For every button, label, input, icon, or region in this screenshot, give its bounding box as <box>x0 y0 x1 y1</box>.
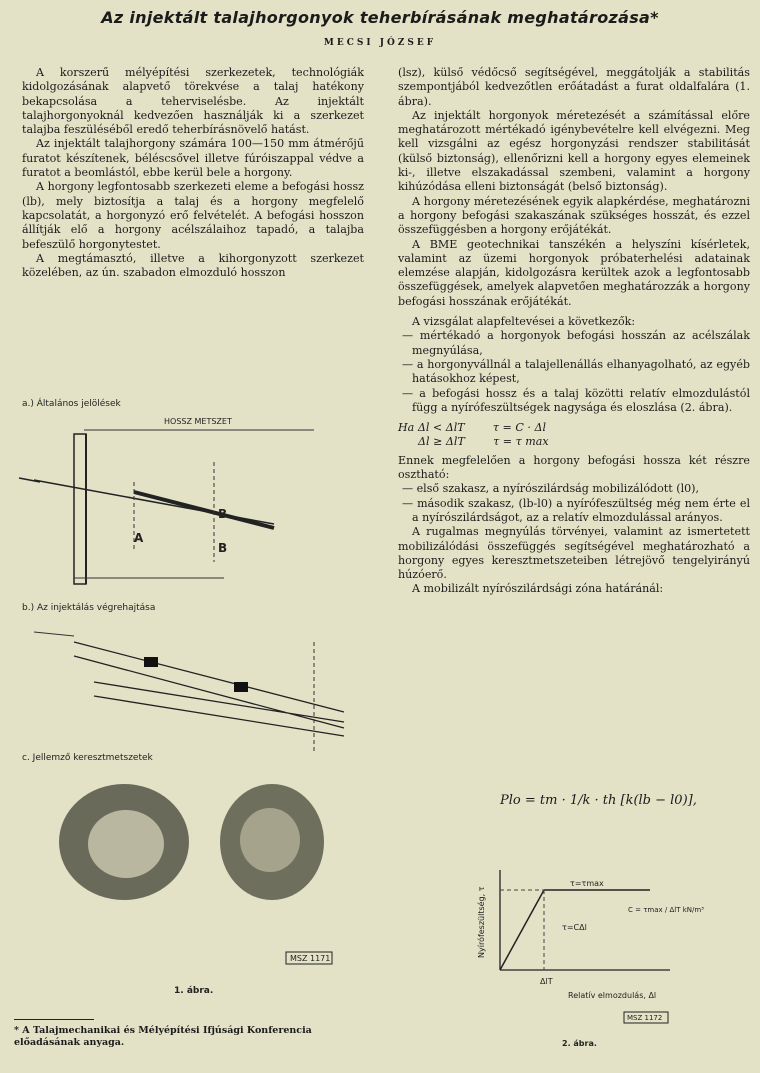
paragraph: A mobilizált nyírószilárdsági zóna határánál: <box>412 582 664 596</box>
assumption-item: — a horgonyvállnál a talajellenállás elhanyagolható, az egyéb hatásokhoz képest, <box>402 357 750 386</box>
fig2-xlabel: Relatív elmozdulás, Δl <box>568 991 657 1000</box>
condition-line: Ha Δl < ΔlT τ = C · Δl <box>398 421 547 435</box>
paragraph: A rugalmas megnyúlás törvényei, valamint az ismertetett mobilizálódási összefüggés segítségével meghatározható a horgony egyes keresztmetszeteiben létrejövő tengelyirányú húzóerő. <box>398 525 750 582</box>
paragraph: A horgony legfontosabb szerkezeti eleme a befogási hossz (lb), mely biztosítja a talaj és a horgony megfelelő kapcsolatát, a horgonyzó erő felvételét. A befogási hosszon állítják elő a horgony acélszálaihoz tapadó, a talajba befeszülő horgonytestet. <box>22 180 364 251</box>
condition-line: Δl ≥ ΔlT τ = τ max <box>418 435 549 449</box>
page-title: Az injektált talajhorgonyok teherbírásának meghatározása* <box>101 8 659 27</box>
fig1-hossz-metszet: HOSSZ METSZET <box>164 417 232 426</box>
figure-2 <box>470 860 730 1060</box>
fig2-stamp: MSZ 1172 <box>627 1014 663 1022</box>
fig2-dlt: ΔlT <box>540 977 553 986</box>
paragraph: A korszerű mélyépítési szerkezetek, technológiák kidolgozásának alapvető törekvése a talaj hatékony bekapcsolása a teherviselésbe. Az injektált talajhorgonyoknál kedvezően használják ki a szerkezet talajba feszüléséből eredő teherbírásnövelő hatást. <box>22 66 364 137</box>
paragraph: (lsz), külső védőcső segítségével, meggátolják a stabilitás szempontjából kedvezőtlen erőátadást a furat oldalfalára (1. ábra). <box>398 66 750 108</box>
paragraph: A megtámasztó, illetve a kihorgonyzott szerkezet közelében, az ún. szabadon elmozduló hosszon <box>22 251 364 280</box>
paragraph: Az injektált horgonyok méretezését a számítással előre meghatározott mértékadó igénybevételre kell elvégezni. Meg kell vizsgálni az egész horgonyzási rendszer stabilitását (külső biztonság), ellenőrizni kell a horgony egyes elemeinek ki-, illetve elszakadással szembeni, valamint a horgony kihúzódása elleni biztonságát (belső biztonság). <box>398 108 750 194</box>
fig2-tca: τ=CΔl <box>562 923 587 932</box>
fig1-label-c: c. Jellemző keresztmetszetek <box>22 753 153 763</box>
paragraph: A horgony méretezésének egyik alapkérdése, meghatározni a horgony befogási szakaszának szükséges hosszát, és ezzel összefüggésben a horgony erőjátékát. <box>398 194 750 237</box>
split-item: — első szakasz, a nyírószilárdság mobilizálódott (l0), <box>402 482 700 496</box>
fig2-ylabel: Nyírófeszültség, τ <box>477 886 486 958</box>
split-item: — második szakasz, (lb-l0) a nyírófeszültség még nem érte el a nyírószilárdságot, az a relatív elmozdulással arányos. <box>402 496 750 524</box>
left-column <box>22 66 364 280</box>
paragraph: A BME geotechnikai tanszékén a helyszíni kísérletek, valamint az üzemi horgonyok próbaterhelési adatainak elemzése alapján, kidolgozásra kerültek azok a legfontosabb összefüggések, amelyek alapvetően meghatározzák a horgony befogási hosszának erőjátékát. <box>398 237 750 308</box>
author: MECSI JÓZSEF <box>323 38 437 48</box>
assumption-item: — a befogási hossz és a talaj közötti relatív elmozdulástól függ a nyírófeszültségek nagysága és eloszlása (2. ábra). <box>402 386 750 414</box>
fig2-caption: 2. ábra. <box>562 1039 597 1048</box>
fig1-label-b: b.) Az injektálás végrehajtása <box>22 603 156 613</box>
figure-1 <box>14 392 378 1012</box>
footnote-rule <box>14 1019 94 1020</box>
formula: Plo = tm · 1/k · th [k(lb − l0)], <box>500 793 697 808</box>
assumptions-intro: A vizsgálat alapfeltevései a következők: <box>412 315 636 329</box>
svg-text:A: A <box>134 531 144 545</box>
svg-text:B: B <box>218 541 228 555</box>
split-intro: Ennek megfelelően a horgony befogási hossza két részre osztható: <box>398 453 750 482</box>
fig1-label-a: a.) Általános jelölések <box>22 399 121 409</box>
assumption-item: — mértékadó a horgonyok befogási hosszán az acélszálak megnyúlása, <box>402 329 750 357</box>
fig1-stamp: MSZ 1171 <box>290 954 331 963</box>
right-column <box>398 66 750 597</box>
fig1-caption: 1. ábra. <box>174 986 214 996</box>
svg-text:B: B <box>218 507 228 521</box>
footnote: * A Talajmechanikai és Mélyépítési Ifjúsági Konferencia előadásának anyaga. <box>14 1025 312 1048</box>
fig2-c: C = τmax / ΔlT kN/m³ <box>628 906 704 914</box>
fig2-tmax: τ=τmax <box>570 879 604 888</box>
paragraph: Az injektált talajhorgony számára 100—150 mm átmérőjű furatot készítenek, béléscsővel illetve fúróiszappal védve a furatot a beomlástól, ebbe kerül bele a horgony. <box>22 137 364 180</box>
